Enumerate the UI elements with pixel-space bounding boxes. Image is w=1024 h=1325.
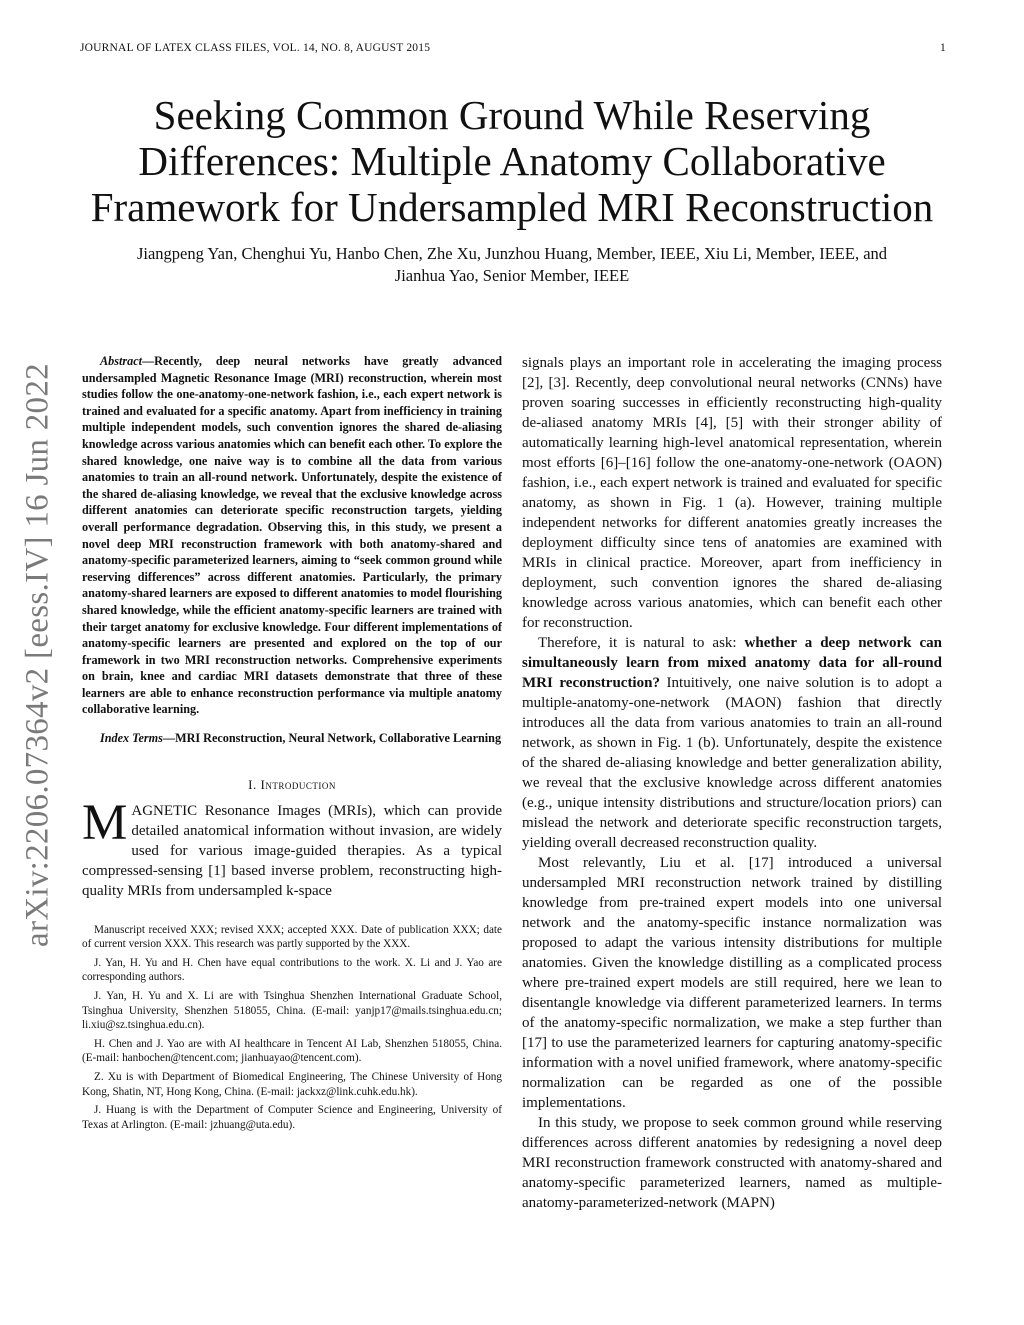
- question-lead: Therefore, it is natural to ask:: [538, 635, 745, 651]
- footnote: J. Yan, H. Yu and H. Chen have equal contributions to the work. X. Li and J. Yao are corresponding authors.: [82, 956, 502, 984]
- page-number: 1: [940, 42, 946, 54]
- footnote: J. Yan, H. Yu and X. Li are with Tsinghua Shenzhen International Graduate School, Tsinghua University, Shenzhen 518055, China. (E-mail: yanjp17@mails.tsinghua.edu.cn; li.xiu@sz.tsinghua.edu.cn).: [82, 990, 502, 1032]
- abstract-text: —Recently, deep neural networks have greatly advanced undersampled Magnetic Resonance Image (MRI) reconstruction, wherein most studies follow the one-anatomy-one-network fashion, i.e., each expert network is trained and evaluated for a specific anatomy. Apart from inefficiency in training multiple independent models, such convention ignores the shared de-aliasing knowledge across various anatomies which can benefit each other. To explore the shared knowledge, one naive way is to combine all the data from various anatomies to train an all-round network. Unfortunately, despite the existence of the shared de-aliasing knowledge, we reveal that the exclusive knowledge across different anatomies can deteriorate specific reconstruction targets, yielding overall performance degradation. Observing this, in this study, we present a novel deep MRI reconstruction framework with both anatomy-shared and anatomy-specific parameterized learners, aiming to “seek common ground while reserving differences” across different anatomies. Particularly, the primary anatomy-shared learners are exposed to different anatomies to model flourishing shared knowledge, while the efficient anatomy-specific learners are trained with their target anatomy for exclusive knowledge. Four different implementations of anatomy-specific learners are presented and explored on the top of our framework in two MRI reconstruction networks. Comprehensive experiments on brain, knee and cardiac MRI datasets demonstrate that three of these learners are able to enhance reconstruction performance via multiple anatomy collaborative learning.: [82, 354, 502, 717]
- footnote: J. Huang is with the Department of Computer Science and Engineering, University of Texas at Arlington. (E-mail: jzhuang@uta.edu).: [82, 1104, 502, 1131]
- abstract-lead: Abstract: [100, 354, 142, 368]
- title-line: Framework for Undersampled MRI Reconstruction: [90, 184, 934, 230]
- question-follow: Intuitively, one naive solution is to adopt a multiple-anatomy-one-network (MAON) fashion that directly introduces all the data from various anatomies to train an all-round network, as shown in Fig. 1 (b). Unfortunately, despite the existence of the shared de-aliasing knowledge and better generalization ability, we reveal that the exclusive knowledge across different anatomies (e.g., unique intensity distributions and structure/location priors) can mislead the network and deteriorate specific reconstruction targets, yielding overall decreased reconstruction quality.: [522, 675, 942, 851]
- body-paragraph: In this study, we propose to seek common ground while reserving differences across different anatomies by redesigning a novel deep MRI reconstruction framework constructed with anatomy-shared and anatomy-specific parameterized learners, named as multiple-anatomy-parameterized-network (MAPN): [522, 1115, 942, 1211]
- index-terms: [82, 730, 502, 747]
- footnotes: [82, 923, 502, 1133]
- intro-paragraph: [82, 794, 502, 901]
- index-terms-lead: Index Terms: [100, 731, 163, 746]
- footnote: H. Chen and J. Yao are with AI healthcare in Tencent AI Lab, Shenzhen 518055, China. (E-mail: hanbochen@tencent.com; jianhuayao@tencent.com).: [82, 1037, 502, 1065]
- body-paragraph: Most relevantly, Liu et al. [17] introduced a universal undersampled MRI reconstruction network trained by distilling knowledge from pre-trained expert models into one universal network and the anatomy-specific instance normalization was proposed to adapt the various intensity distributions for multiple anatomies. Given the knowledge distilling as a complicated process where pre-trained expert models are still required, here we lean to disentangle knowledge via different parameterized learners. In terms of the anatomy-specific normalization, we make a step further than [17] to use the parameterized learners for capturing anatomy-specific information with a novel unified framework, where anatomy-specific normalization can be regarded as one of the possible implementations.: [522, 855, 942, 1111]
- title-line: Seeking Common Ground While Reserving: [153, 92, 871, 138]
- author-line: Jiangpeng Yan, Chenghui Yu, Hanbo Chen, Zhe Xu, Junzhou Huang, Member, IEEE, Xiu Li, Member, IEEE, and: [136, 244, 888, 263]
- author-list: [60, 243, 964, 287]
- section-heading-introduction: I. Introduction: [248, 776, 336, 792]
- footnote: Z. Xu is with Department of Biomedical Engineering, The Chinese University of Hong Kong, Shatin, NT, Hong Kong, China. (E-mail: jackxz@link.cuhk.edu.hk).: [82, 1071, 502, 1098]
- abstract: [82, 353, 502, 718]
- title-line: Differences: Multiple Anatomy Collaborative: [138, 138, 886, 184]
- author-line: Jianhua Yao, Senior Member, IEEE: [394, 266, 630, 285]
- running-head: [80, 42, 946, 54]
- index-terms-text: —MRI Reconstruction, Neural Network, Collaborative Learning: [162, 731, 502, 746]
- drop-cap: M: [82, 794, 128, 851]
- right-column: [522, 353, 942, 1213]
- research-question: whether a deep network can simultaneously learn from mixed anatomy data for all-round MRI reconstruction?: [522, 635, 942, 691]
- arxiv-stamp: [4, 345, 72, 965]
- body-paragraph: [522, 633, 942, 853]
- paper-title: [60, 92, 964, 230]
- intro-text: AGNETIC Resonance Images (MRIs), which can provide detailed anatomical information without invasion, are widely used for various image-guided therapies. As a typical compressed-sensing [1] based inverse problem, reconstructing high-quality MRIs from undersampled k-space: [82, 802, 502, 899]
- footnote: Manuscript received XXX; revised XXX; accepted XXX. Date of publication XXX; date of current version XXX. This research was partly supported by the XXX.: [82, 923, 502, 951]
- journal-name: JOURNAL OF LATEX CLASS FILES, VOL. 14, NO. 8, AUGUST 2015: [80, 42, 431, 54]
- arxiv-id: arXiv:2206.07364v2 [eess.IV] 16 Jun 2022: [19, 363, 56, 947]
- body-paragraph: signals plays an important role in accelerating the imaging process [2], [3]. Recently, deep convolutional neural networks (CNNs) have proven soaring successes in efficiently reconstructing high-quality de-aliased anatomy MRIs [4], [5] with their stronger ability of automatically learning high-level anatomical representation, wherein most efforts [6]–[16] follow the one-anatomy-one-network (OAON) fashion, i.e., each expert network is trained and evaluated for specific anatomy, as shown in Fig. 1 (a). However, training multiple independent networks for different anatomies greatly increases the deployment difficulty since tens of anatomies are examined with MRIs in clinical practice. Moreover, apart from inefficiency in deployment, such convention ignores the shared de-aliasing knowledge across various anatomies, which can benefit each other for reconstruction.: [522, 355, 942, 631]
- left-column: [82, 353, 502, 1136]
